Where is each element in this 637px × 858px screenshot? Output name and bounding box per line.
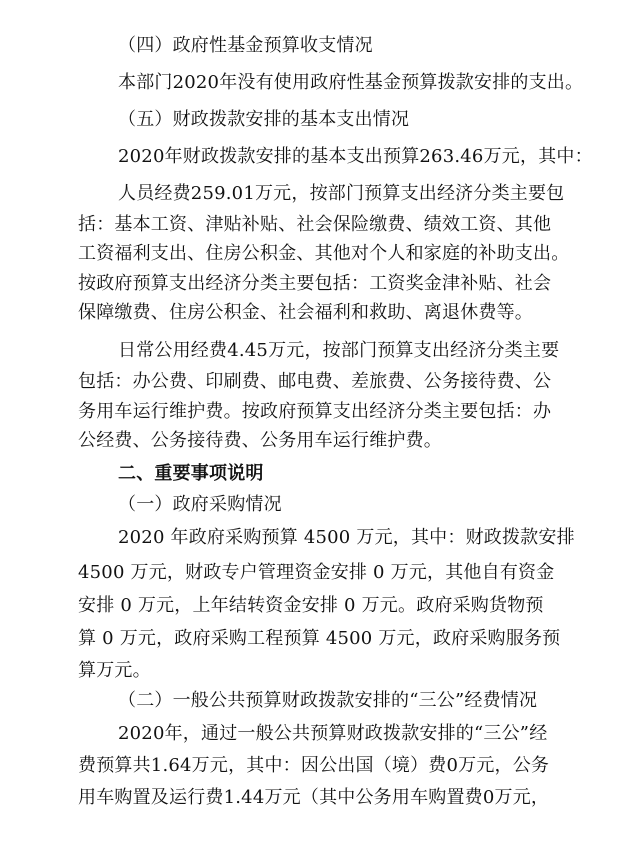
paragraph-line: 安排 0 万元，上年结转资金安排 0 万元。政府采购货物预 (78, 595, 544, 616)
subheading-5: （五）财政拨款安排的基本支出情况 (118, 109, 410, 130)
paragraph-line: 2020年，通过一般公共预算财政拨款安排的“三公”经 (118, 723, 548, 744)
paragraph-line: 用车购置及运行费1.44万元（其中公务用车购置费0万元， (78, 787, 550, 808)
paragraph-line: 日常公用经费4.45万元，按部门预算支出经济分类主要 (118, 340, 560, 361)
paragraph-line: 务用车运行维护费。按政府预算支出经济分类主要包括：办 (78, 401, 552, 422)
paragraph-line: 工资福利支出、住房公积金、其他对个人和家庭的补助支出。 (78, 243, 570, 264)
paragraph-line: 2020年财政拨款安排的基本支出预算263.46万元，其中： (118, 146, 593, 167)
paragraph-line: 公经费、公务接待费、公务用车运行维护费。 (78, 430, 442, 451)
subheading-4: （四）政府性基金预算收支情况 (118, 35, 373, 56)
paragraph-line: 算 0 万元，政府采购工程预算 4500 万元，政府采购服务预 (78, 628, 561, 649)
paragraph-line: 费预算共1.64万元，其中：因公出国（境）费0万元，公务 (78, 755, 550, 776)
paragraph-line: 保障缴费、住房公积金、社会福利和救助、离退休费等。 (78, 302, 533, 323)
paragraph-line: 括：基本工资、津贴补贴、社会保险缴费、绩效工资、其他 (78, 214, 552, 235)
subheading-2: （二）一般公共预算财政拨款安排的“三公”经费情况 (118, 690, 538, 711)
subheading-1: （一）政府采购情况 (118, 494, 282, 515)
paragraph-line: 人员经费259.01万元，按部门预算支出经济分类主要包 (118, 183, 565, 204)
paragraph-line: 按政府预算支出经济分类主要包括：工资奖金津补贴、社会 (78, 273, 552, 294)
paragraph-line: 包括：办公费、印刷费、邮电费、差旅费、公务接待费、公 (78, 371, 552, 392)
paragraph-line: 本部门2020年没有使用政府性基金预算拨款安排的支出。 (118, 72, 584, 93)
paragraph-line: 4500 万元，财政专户管理资金安排 0 万元，其他自有资金 (78, 562, 555, 583)
section-heading: 二、重要事项说明 (118, 463, 264, 484)
paragraph-line: 2020 年政府采购预算 4500 万元，其中：财政拨款安排 (118, 527, 575, 548)
paragraph-line: 算万元。 (78, 660, 151, 681)
